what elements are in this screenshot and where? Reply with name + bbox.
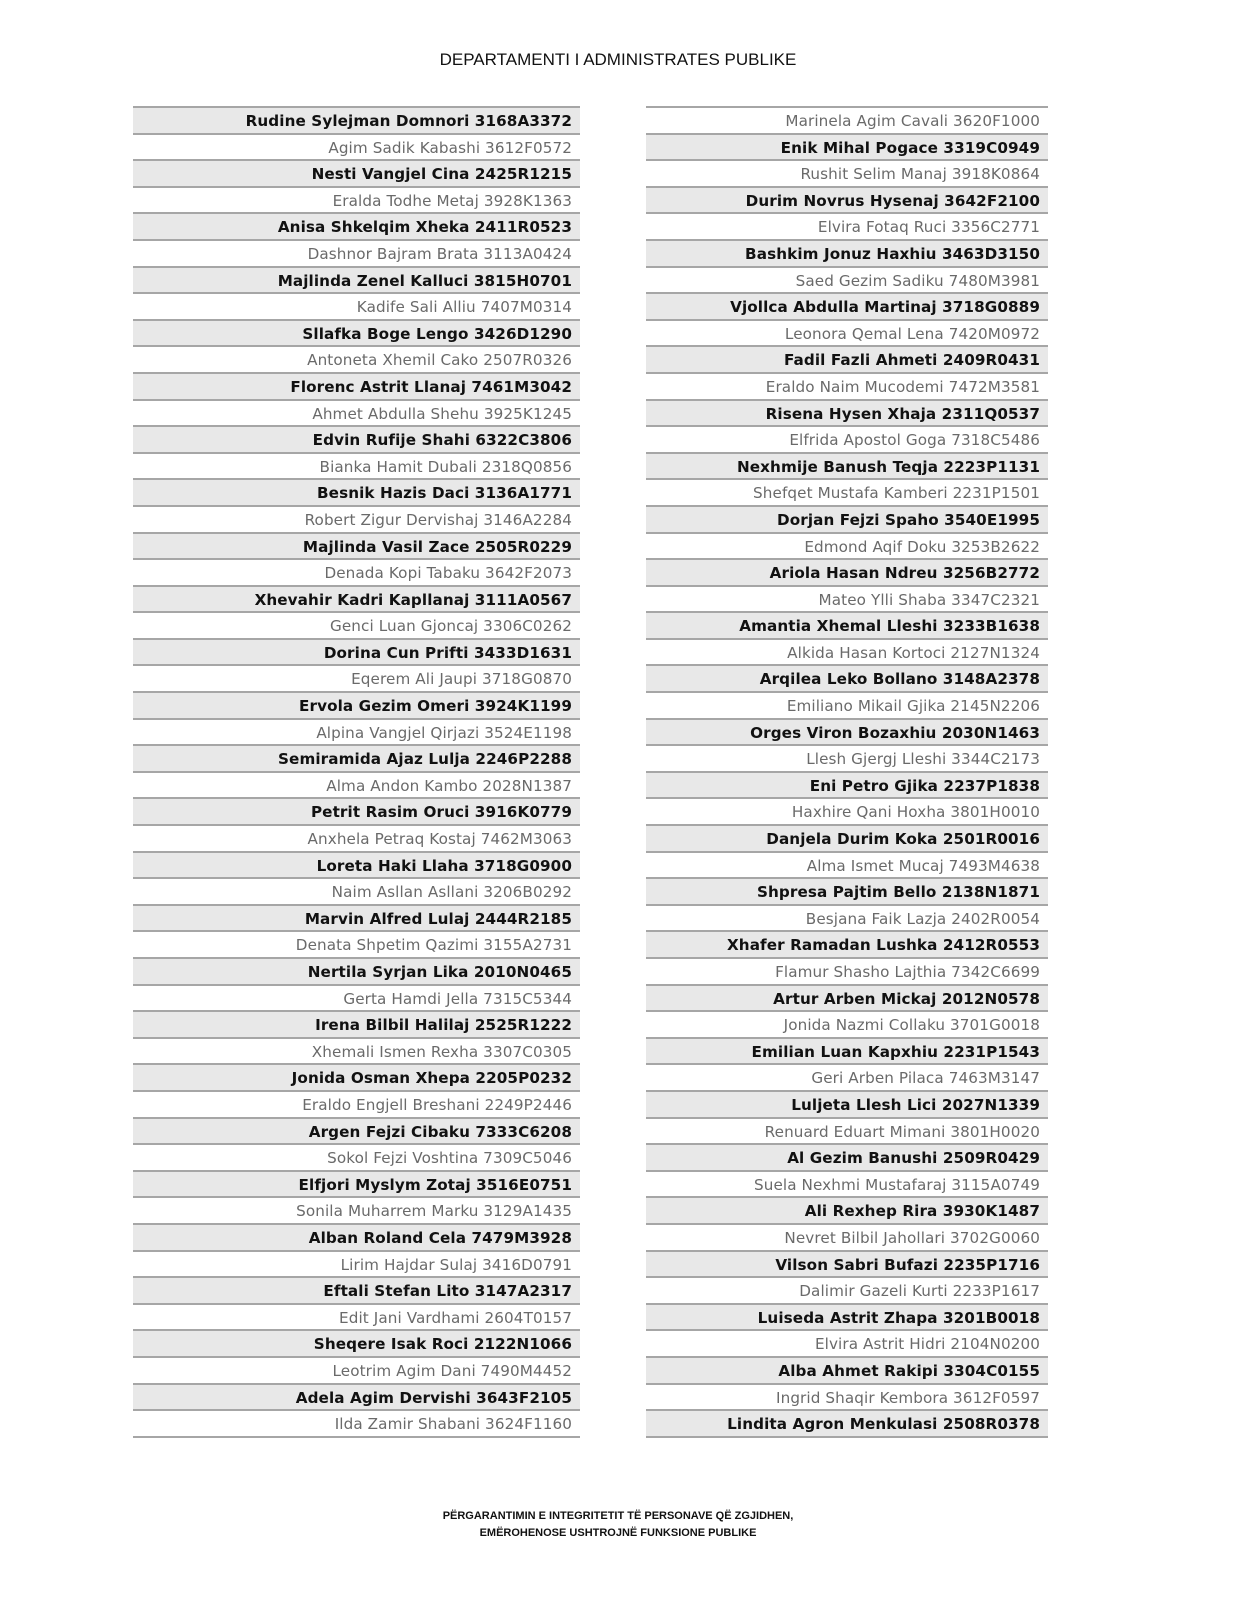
footer-text	[0, 1508, 1236, 1542]
list-item: Eraldo Engjell Breshani 2249P2446	[133, 1090, 580, 1117]
list-item: Alma Andon Kambo 2028N1387	[133, 771, 580, 798]
list-item: Nesti Vangjel Cina 2425R1215	[133, 159, 580, 186]
list-item: Dorina Cun Prifti 3433D1631	[133, 638, 580, 665]
list-item: Sonila Muharrem Marku 3129A1435	[133, 1196, 580, 1223]
list-item: Ariola Hasan Ndreu 3256B2772	[646, 558, 1048, 585]
list-item: Ahmet Abdulla Shehu 3925K1245	[133, 399, 580, 426]
list-item: Ingrid Shaqir Kembora 3612F0597	[646, 1383, 1048, 1410]
list-item: Genci Luan Gjoncaj 3306C0262	[133, 611, 580, 638]
list-item: Arqilea Leko Bollano 3148A2378	[646, 664, 1048, 691]
list-item: Suela Nexhmi Mustafaraj 3115A0749	[646, 1170, 1048, 1197]
list-item: Edit Jani Vardhami 2604T0157	[133, 1303, 580, 1330]
list-item: Argen Fejzi Cibaku 7333C6208	[133, 1117, 580, 1144]
list-item: Nevret Bilbil Jahollari 3702G0060	[646, 1223, 1048, 1250]
right-name-list	[646, 106, 1048, 1438]
list-item: Shpresa Pajtim Bello 2138N1871	[646, 877, 1048, 904]
list-item: Majlinda Vasil Zace 2505R0229	[133, 532, 580, 559]
list-item: Nexhmije Banush Teqja 2223P1131	[646, 452, 1048, 479]
list-item: Marvin Alfred Lulaj 2444R2185	[133, 904, 580, 931]
list-item: Alba Ahmet Rakipi 3304C0155	[646, 1356, 1048, 1383]
list-item: Alma Ismet Mucaj 7493M4638	[646, 851, 1048, 878]
list-item: Dalimir Gazeli Kurti 2233P1617	[646, 1276, 1048, 1303]
list-end-rule	[646, 1436, 1048, 1438]
list-item: Besjana Faik Lazja 2402R0054	[646, 904, 1048, 931]
list-item: Semiramida Ajaz Lulja 2246P2288	[133, 744, 580, 771]
list-item: Al Gezim Banushi 2509R0429	[646, 1143, 1048, 1170]
list-item: Eni Petro Gjika 2237P1838	[646, 771, 1048, 798]
list-item: Sllafka Boge Lengo 3426D1290	[133, 319, 580, 346]
list-item: Geri Arben Pilaca 7463M3147	[646, 1063, 1048, 1090]
list-item: Agim Sadik Kabashi 3612F0572	[133, 133, 580, 160]
list-item: Saed Gezim Sadiku 7480M3981	[646, 266, 1048, 293]
list-item: Fadil Fazli Ahmeti 2409R0431	[646, 345, 1048, 372]
footer-line-2: EMËROHENOSE USHTROJNË FUNKSIONE PUBLIKE	[479, 1527, 757, 1539]
list-item: Denata Shpetim Qazimi 3155A2731	[133, 930, 580, 957]
list-item: Sheqere Isak Roci 2122N1066	[133, 1329, 580, 1356]
list-item: Marinela Agim Cavali 3620F1000	[646, 106, 1048, 133]
list-item: Shefqet Mustafa Kamberi 2231P1501	[646, 478, 1048, 505]
list-item: Leonora Qemal Lena 7420M0972	[646, 319, 1048, 346]
footer-line-1: PËRGARANTIMIN E INTEGRITETIT TË PERSONAVE QË ZGJIDHEN,	[442, 1510, 794, 1522]
list-item: Lirim Hajdar Sulaj 3416D0791	[133, 1250, 580, 1277]
list-item: Sokol Fejzi Voshtina 7309C5046	[133, 1143, 580, 1170]
list-item: Dashnor Bajram Brata 3113A0424	[133, 239, 580, 266]
list-item: Robert Zigur Dervishaj 3146A2284	[133, 505, 580, 532]
list-item: Gerta Hamdi Jella 7315C5344	[133, 984, 580, 1011]
list-item: Anxhela Petraq Kostaj 7462M3063	[133, 824, 580, 851]
list-item: Amantia Xhemal Lleshi 3233B1638	[646, 611, 1048, 638]
list-item: Edmond Aqif Doku 3253B2622	[646, 532, 1048, 559]
list-item: Kadife Sali Alliu 7407M0314	[133, 292, 580, 319]
list-item: Alban Roland Cela 7479M3928	[133, 1223, 580, 1250]
list-item: Emiliano Mikail Gjika 2145N2206	[646, 691, 1048, 718]
list-item: Leotrim Agim Dani 7490M4452	[133, 1356, 580, 1383]
list-item: Enik Mihal Pogace 3319C0949	[646, 133, 1048, 160]
list-item: Ali Rexhep Rira 3930K1487	[646, 1196, 1048, 1223]
list-item: Alkida Hasan Kortoci 2127N1324	[646, 638, 1048, 665]
list-item: Artur Arben Mickaj 2012N0578	[646, 984, 1048, 1011]
list-item: Luljeta Llesh Lici 2027N1339	[646, 1090, 1048, 1117]
list-item: Xhevahir Kadri Kapllanaj 3111A0567	[133, 585, 580, 612]
list-item: Majlinda Zenel Kalluci 3815H0701	[133, 266, 580, 293]
list-item: Eraldo Naim Mucodemi 7472M3581	[646, 372, 1048, 399]
list-item: Llesh Gjergj Lleshi 3344C2173	[646, 744, 1048, 771]
list-item: Antoneta Xhemil Cako 2507R0326	[133, 345, 580, 372]
list-item: Xhafer Ramadan Lushka 2412R0553	[646, 930, 1048, 957]
list-item: Mateo Ylli Shaba 3347C2321	[646, 585, 1048, 612]
list-item: Elfrida Apostol Goga 7318C5486	[646, 425, 1048, 452]
list-item: Elfjori Myslym Zotaj 3516E0751	[133, 1170, 580, 1197]
list-item: Haxhire Qani Hoxha 3801H0010	[646, 797, 1048, 824]
list-item: Luiseda Astrit Zhapa 3201B0018	[646, 1303, 1048, 1330]
list-item: Eqerem Ali Jaupi 3718G0870	[133, 664, 580, 691]
list-item: Vilson Sabri Bufazi 2235P1716	[646, 1250, 1048, 1277]
list-item: Bashkim Jonuz Haxhiu 3463D3150	[646, 239, 1048, 266]
list-item: Bianka Hamit Dubali 2318Q0856	[133, 452, 580, 479]
page-title: DEPARTAMENTI I ADMINISTRATES PUBLIKE	[439, 50, 797, 69]
list-end-rule	[133, 1436, 580, 1438]
list-item: Rushit Selim Manaj 3918K0864	[646, 159, 1048, 186]
list-item: Adela Agim Dervishi 3643F2105	[133, 1383, 580, 1410]
list-item: Ilda Zamir Shabani 3624F1160	[133, 1409, 580, 1436]
list-item: Elvira Fotaq Ruci 3356C2771	[646, 212, 1048, 239]
list-item: Flamur Shasho Lajthia 7342C6699	[646, 957, 1048, 984]
list-item: Orges Viron Bozaxhiu 2030N1463	[646, 718, 1048, 745]
list-item: Florenc Astrit Llanaj 7461M3042	[133, 372, 580, 399]
list-item: Xhemali Ismen Rexha 3307C0305	[133, 1037, 580, 1064]
list-item: Alpina Vangjel Qirjazi 3524E1198	[133, 718, 580, 745]
list-item: Vjollca Abdulla Martinaj 3718G0889	[646, 292, 1048, 319]
list-item: Jonida Osman Xhepa 2205P0232	[133, 1063, 580, 1090]
list-item: Durim Novrus Hysenaj 3642F2100	[646, 186, 1048, 213]
list-item: Denada Kopi Tabaku 3642F2073	[133, 558, 580, 585]
list-item: Jonida Nazmi Collaku 3701G0018	[646, 1010, 1048, 1037]
left-name-list	[133, 106, 580, 1438]
list-item: Besnik Hazis Daci 3136A1771	[133, 478, 580, 505]
list-item: Lindita Agron Menkulasi 2508R0378	[646, 1409, 1048, 1436]
list-item: Emilian Luan Kapxhiu 2231P1543	[646, 1037, 1048, 1064]
list-item: Loreta Haki Llaha 3718G0900	[133, 851, 580, 878]
list-item: Ervola Gezim Omeri 3924K1199	[133, 691, 580, 718]
list-item: Eftali Stefan Lito 3147A2317	[133, 1276, 580, 1303]
list-item: Petrit Rasim Oruci 3916K0779	[133, 797, 580, 824]
list-item: Danjela Durim Koka 2501R0016	[646, 824, 1048, 851]
list-item: Nertila Syrjan Lika 2010N0465	[133, 957, 580, 984]
list-item: Dorjan Fejzi Spaho 3540E1995	[646, 505, 1048, 532]
list-item: Naim Asllan Asllani 3206B0292	[133, 877, 580, 904]
list-item: Elvira Astrit Hidri 2104N0200	[646, 1329, 1048, 1356]
list-item: Anisa Shkelqim Xheka 2411R0523	[133, 212, 580, 239]
list-item: Risena Hysen Xhaja 2311Q0537	[646, 399, 1048, 426]
list-item: Renuard Eduart Mimani 3801H0020	[646, 1117, 1048, 1144]
list-item: Irena Bilbil Halilaj 2525R1222	[133, 1010, 580, 1037]
list-item: Eralda Todhe Metaj 3928K1363	[133, 186, 580, 213]
list-item: Rudine Sylejman Domnori 3168A3372	[133, 106, 580, 133]
list-item: Edvin Rufije Shahi 6322C3806	[133, 425, 580, 452]
